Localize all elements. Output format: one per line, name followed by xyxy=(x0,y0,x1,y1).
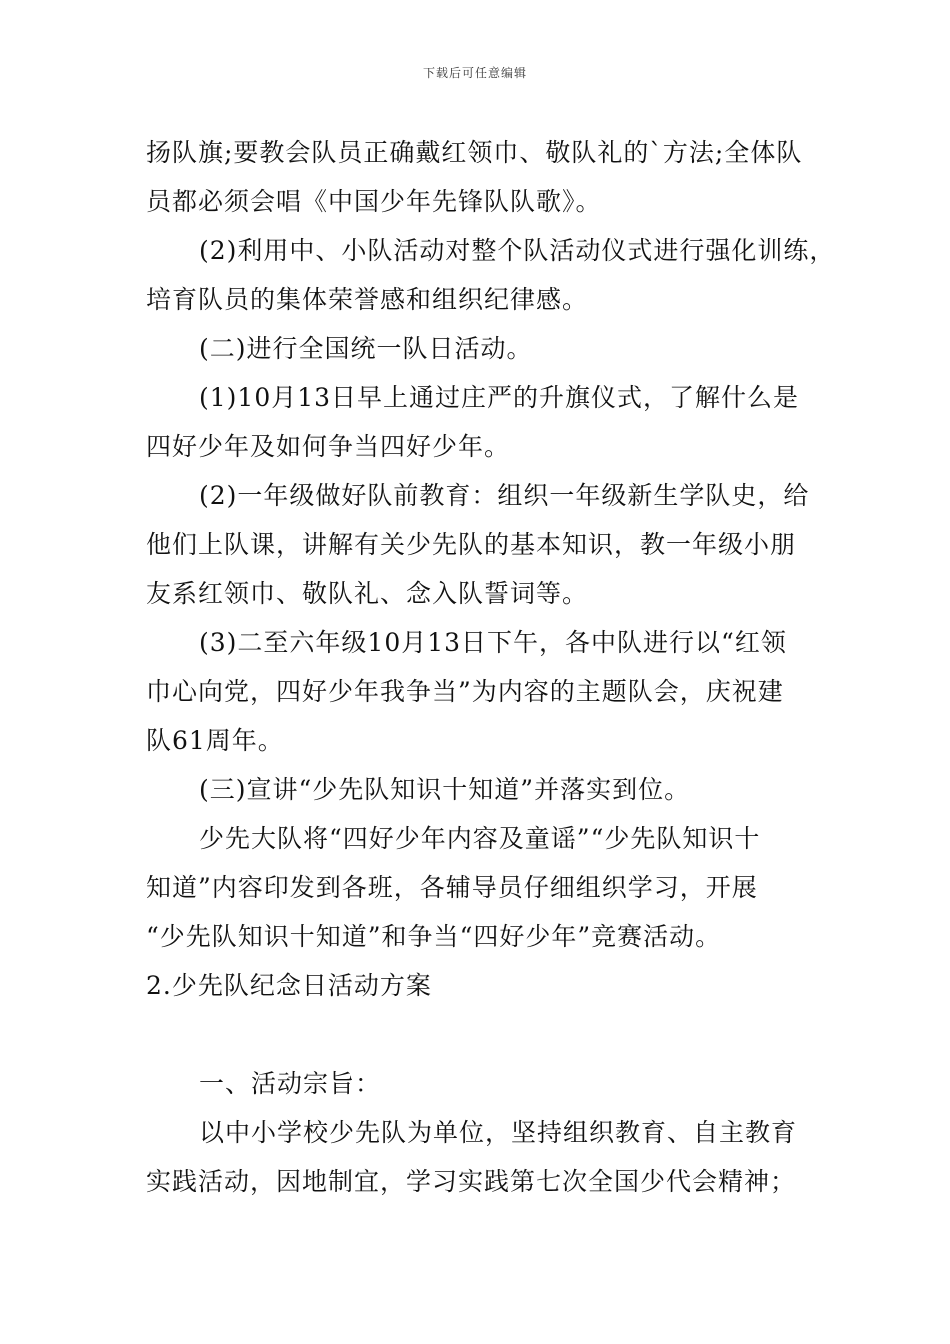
section-heading: (三)宣讲“少先队知识十知道”并落实到位。 xyxy=(199,775,691,804)
paragraph-line: 实践活动，因地制宜，学习实践第七次全国少代会精神； xyxy=(146,1167,797,1196)
paragraph-line: 巾心向党，四好少年我争当”为内容的主题队会，庆祝建 xyxy=(146,677,784,706)
paragraph-line: (2)一年级做好队前教育：组织一年级新生学队史，给 xyxy=(199,481,810,510)
document-title: 2.少先队纪念日活动方案 xyxy=(146,971,432,1000)
paragraph-line: 队61周年。 xyxy=(146,726,284,755)
paragraph-line: 友系红领巾、敬队礼、念入队誓词等。 xyxy=(146,579,589,608)
paragraph-line: (1)10月13日早上通过庄严的升旗仪式，了解什么是 xyxy=(199,383,800,412)
paragraph-line: 扬队旗;要教会队员正确戴红领巾、敬队礼的`方法;全体队 xyxy=(146,138,803,167)
paragraph-line: 四好少年及如何争当四好少年。 xyxy=(146,432,511,461)
paragraph-line: 他们上队课，讲解有关少先队的基本知识，教一年级小朋 xyxy=(146,530,797,559)
paragraph-line: 知道”内容印发到各班，各辅导员仔细组织学习，开展 xyxy=(146,873,758,902)
paragraph-line: “少先队知识十知道”和争当“四好少年”竞赛活动。 xyxy=(146,922,722,951)
paragraph-line: (2)利用中、小队活动对整个队活动仪式进行强化训练， xyxy=(199,236,836,265)
section-heading: (二)进行全国统一队日活动。 xyxy=(199,334,533,363)
paragraph-line: 员都必须会唱《中国少年先锋队队歌》。 xyxy=(146,187,602,216)
paragraph-line: (3)二至六年级10月13日下午，各中队进行以“红领 xyxy=(199,628,787,657)
header-note: 下载后可任意编辑 xyxy=(422,66,527,80)
paragraph-line: 少先大队将“四好少年内容及童谣”“少先队知识十 xyxy=(199,824,761,853)
section-heading: 一、活动宗旨： xyxy=(199,1069,382,1098)
document-body xyxy=(146,128,836,1206)
blank-line xyxy=(146,1010,826,1059)
paragraph-line: 培育队员的集体荣誉感和组织纪律感。 xyxy=(146,285,589,314)
paragraph-line: 以中小学校少先队为单位，坚持组织教育、自主教育 xyxy=(199,1118,798,1147)
